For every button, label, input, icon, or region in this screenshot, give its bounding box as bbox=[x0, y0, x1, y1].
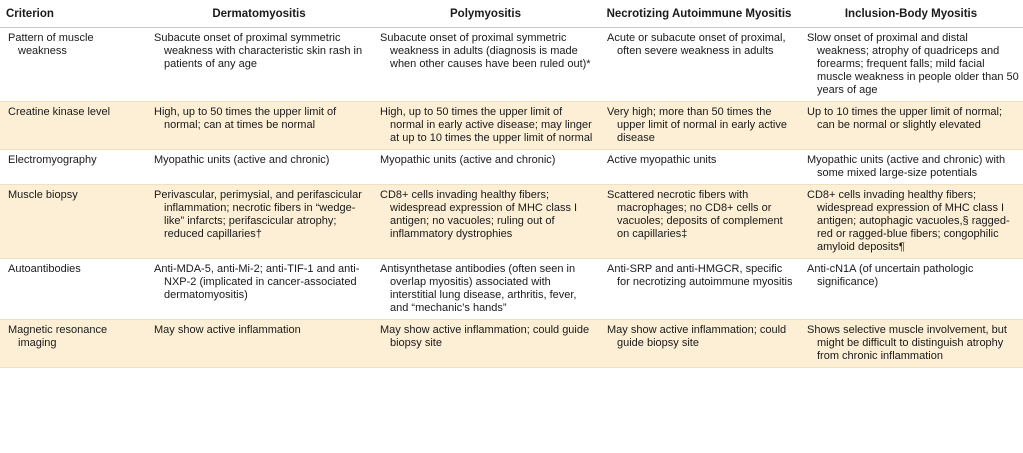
criterion-cell: Autoantibodies bbox=[0, 259, 146, 320]
table-row bbox=[0, 102, 1023, 150]
table-cell: Very high; more than 50 times the upper limit of normal in early active disease bbox=[599, 102, 799, 150]
table-row bbox=[0, 150, 1023, 185]
table-cell: Slow onset of proximal and distal weakness; atrophy of quadriceps and forearms; frequent falls; mild facial muscle weakness in people older than 50 years of age bbox=[799, 28, 1023, 102]
table-cell: Anti-cN1A (of uncertain pathologic significance) bbox=[799, 259, 1023, 320]
table-cell: May show active inflammation; could guide biopsy site bbox=[372, 320, 599, 368]
table-cell: Myopathic units (active and chronic) bbox=[372, 150, 599, 185]
table-cell: Myopathic units (active and chronic) with some mixed large-size potentials bbox=[799, 150, 1023, 185]
criterion-cell: Pattern of muscle weakness bbox=[0, 28, 146, 102]
header-polymyositis: Polymyositis bbox=[372, 0, 599, 28]
table-row bbox=[0, 28, 1023, 102]
table-cell: Perivascular, perimysial, and perifascicular inflammation; necrotic fibers in “wedge-like” infarcts; perifascicular atrophy; reduced capillaries† bbox=[146, 185, 372, 259]
table-cell: Active myopathic units bbox=[599, 150, 799, 185]
table-row bbox=[0, 259, 1023, 320]
table-cell: Anti-SRP and anti-HMGCR, specific for necrotizing autoimmune myositis bbox=[599, 259, 799, 320]
table-cell: High, up to 50 times the upper limit of normal in early active disease; may linger at up to 10 times the upper limit of normal bbox=[372, 102, 599, 150]
criterion-cell: Magnetic resonance imaging bbox=[0, 320, 146, 368]
table-cell: Shows selective muscle involvement, but might be difficult to distinguish atrophy from chronic inflammation bbox=[799, 320, 1023, 368]
table-cell: CD8+ cells invading healthy fibers; widespread expression of MHC class I antigen; autophagic vacuoles,§ ragged-red or ragged-blue fibers; congophilic amyloid deposits¶ bbox=[799, 185, 1023, 259]
table-cell: Subacute onset of proximal symmetric weakness in adults (diagnosis is made when other causes have been ruled out)* bbox=[372, 28, 599, 102]
table-row bbox=[0, 185, 1023, 259]
table-row bbox=[0, 320, 1023, 368]
header-dermatomyositis: Dermatomyositis bbox=[146, 0, 372, 28]
header-necrotizing-myositis: Necrotizing Autoimmune Myositis bbox=[599, 0, 799, 28]
table-header-row bbox=[0, 0, 1023, 28]
table-cell: Acute or subacute onset of proximal, often severe weakness in adults bbox=[599, 28, 799, 102]
table-cell: Antisynthetase antibodies (often seen in overlap myositis) associated with interstitial lung disease, arthritis, fever, and “mechanic’s hands” bbox=[372, 259, 599, 320]
header-criterion: Criterion bbox=[0, 0, 146, 28]
criterion-cell: Muscle biopsy bbox=[0, 185, 146, 259]
criterion-cell: Electromyography bbox=[0, 150, 146, 185]
table-cell: High, up to 50 times the upper limit of normal; can at times be normal bbox=[146, 102, 372, 150]
table-cell: Subacute onset of proximal symmetric weakness with characteristic skin rash in patients of any age bbox=[146, 28, 372, 102]
table-cell: May show active inflammation; could guide biopsy site bbox=[599, 320, 799, 368]
table-cell: CD8+ cells invading healthy fibers; widespread expression of MHC class I antigen; no vacuoles; ruling out of inflammatory dystrophies bbox=[372, 185, 599, 259]
table-cell: Myopathic units (active and chronic) bbox=[146, 150, 372, 185]
header-inclusion-body-myositis: Inclusion-Body Myositis bbox=[799, 0, 1023, 28]
table-cell: Up to 10 times the upper limit of normal; can be normal or slightly elevated bbox=[799, 102, 1023, 150]
table-cell: May show active inflammation bbox=[146, 320, 372, 368]
table-cell: Scattered necrotic fibers with macrophages; no CD8+ cells or vacuoles; deposits of complement on capillaries‡ bbox=[599, 185, 799, 259]
table-cell: Anti-MDA-5, anti-Mi-2; anti-TIF-1 and anti-NXP-2 (implicated in cancer-associated dermatomyositis) bbox=[146, 259, 372, 320]
criterion-cell: Creatine kinase level bbox=[0, 102, 146, 150]
